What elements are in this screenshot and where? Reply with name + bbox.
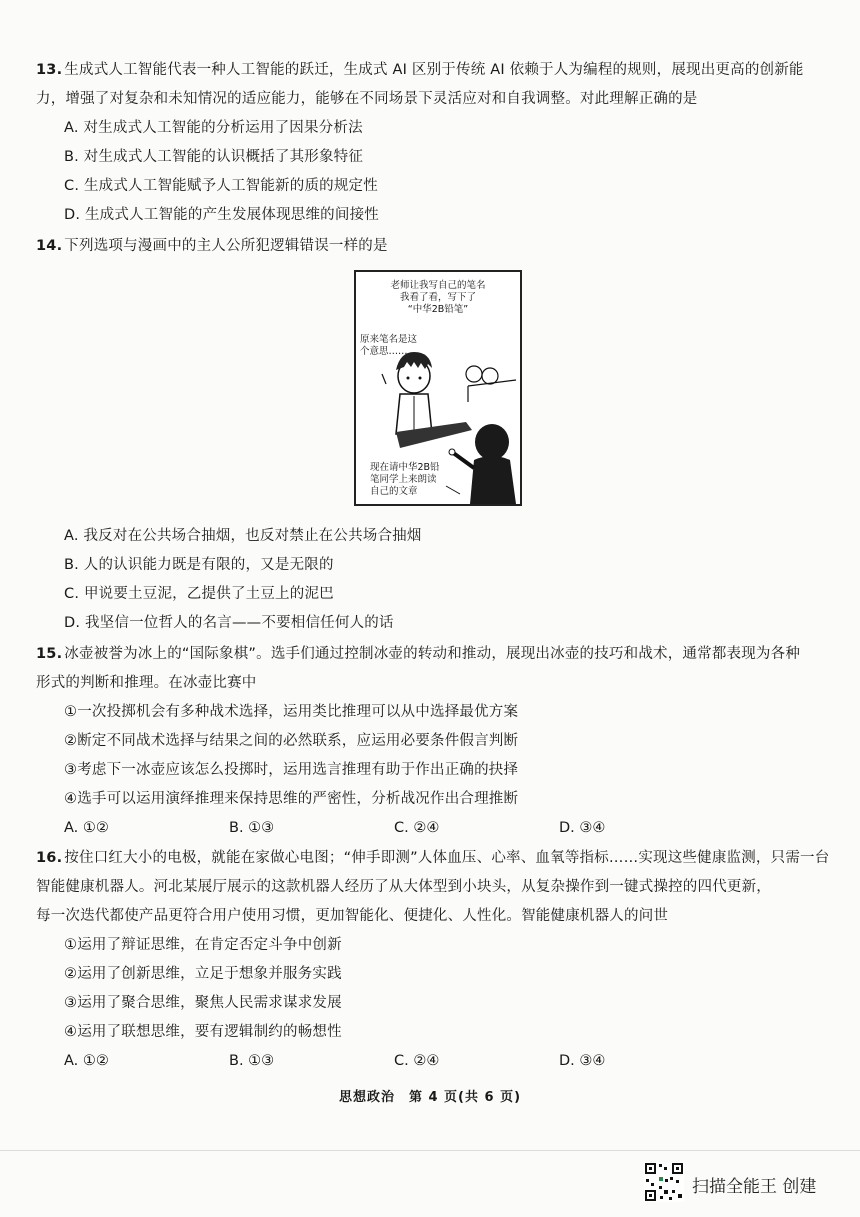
q14-option-a: A. 我反对在公共场合抽烟，也反对禁止在公共场合抽烟	[64, 528, 422, 544]
q15-item-3: ③考虑下一冰壶应该怎么投掷时，运用选言推理有助于作出正确的抉择	[64, 762, 519, 778]
q15-item-4: ④选手可以运用演绎推理来保持思维的严密性，分析战况作出合理推断	[64, 791, 519, 807]
q13-option-d: D. 生成式人工智能的产生发展体现思维的间接性	[64, 207, 379, 223]
q15-choices	[36, 814, 826, 843]
q15-choice-b: B. ①③	[229, 820, 275, 836]
q15-stem-line-1: 15. 冰壶被誉为冰上的“国际象棋”。选手们通过控制冰壶的转动和推动，展现出冰壶的技巧和战术，通常都表现为各种	[36, 646, 801, 662]
q13-option-a: A. 对生成式人工智能的分析运用了因果分析法	[64, 120, 363, 136]
q16-item-3: ③运用了聚合思维，聚焦人民需求谋求发展	[64, 995, 342, 1011]
comic-illustration	[354, 270, 522, 506]
q14-option-c: C. 甲说要土豆泥，乙提供了土豆上的泥巴	[64, 586, 334, 602]
q16-item-2: ②运用了创新思维，立足于想象并服务实践	[64, 966, 342, 982]
q14-option-b: B. 人的认识能力既是有限的，又是无限的	[64, 557, 334, 573]
question-16	[36, 844, 830, 1076]
q13-option-b: B. 对生成式人工智能的认识概括了其形象特征	[64, 149, 364, 165]
scanner-watermark	[644, 1162, 844, 1204]
question-15	[36, 640, 826, 843]
q15-item-2: ②断定不同战术选择与结果之间的必然联系，应运用必要条件假言判断	[64, 733, 519, 749]
q16-stem-line-3: 每一次迭代都使产品更符合用户使用习惯，更加智能化、便捷化、人性化。智能健康机器人的问世	[36, 908, 669, 924]
q16-choice-a: A. ①②	[64, 1053, 109, 1069]
q13-option-c: C. 生成式人工智能赋予人工智能新的质的规定性	[64, 178, 378, 194]
question-14-options	[36, 522, 826, 638]
q15-choice-d: D. ③④	[559, 820, 606, 836]
watermark-text: 扫描全能王 创建	[692, 1177, 817, 1197]
q16-choice-d: D. ③④	[559, 1053, 606, 1069]
q14-stem: 14. 下列选项与漫画中的主人公所犯逻辑错误一样的是	[36, 238, 388, 254]
q13-stem-line-2: 力，增强了对复杂和未知情况的适应能力，能够在不同场景下灵活应对和自我调整。对此理解正确的是	[36, 91, 698, 107]
question-14	[36, 232, 826, 261]
q15-choice-c: C. ②④	[394, 820, 440, 836]
q16-item-1: ①运用了辩证思维，在肯定否定斗争中创新	[64, 937, 342, 953]
comic-caption-top: 老师让我写自己的笔名 我看了看，写下了 “中华2B铅笔”	[390, 280, 486, 315]
q15-stem-line-2: 形式的判断和推理。在冰壶比赛中	[36, 675, 257, 691]
q13-stem-line-1: 13. 生成式人工智能代表一种人工智能的跃迁，生成式 AI 区别于传统 AI 依赖于人为编程的规则，展现出更高的创新能	[36, 62, 804, 78]
qr-code-icon	[644, 1162, 684, 1202]
q16-choice-c: C. ②④	[394, 1053, 440, 1069]
q16-stem-line-2: 智能健康机器人。河北某展厅展示的这款机器人经历了从大体型到小块头，从复杂操作到一键式操控的四代更新，	[36, 879, 771, 895]
q16-item-4: ④运用了联想思维，要有逻辑制约的畅想性	[64, 1024, 342, 1040]
question-13	[36, 56, 826, 230]
page-footer: 思想政治 第 4 页(共 6 页)	[338, 1090, 522, 1105]
q16-choice-b: B. ①③	[229, 1053, 275, 1069]
q15-choice-a: A. ①②	[64, 820, 109, 836]
footer-divider	[0, 1150, 860, 1151]
q14-option-d: D. 我坚信一位哲人的名言——不要相信任何人的话	[64, 615, 394, 631]
q15-item-1: ①一次投掷机会有多种战术选择，运用类比推理可以从中选择最优方案	[64, 704, 519, 720]
comic-caption-bottom: 现在请中华2B铅 笔同学上来朗读 自己的文章	[370, 462, 440, 497]
comic-caption-middle: 原来笔名是这 个意思……	[360, 334, 418, 357]
q16-stem-line-1: 16. 按住口红大小的电极，就能在家做心电图；“伸手即测”人体血压、心率、血氧等指标……实现这些健康监测，只需一台	[36, 850, 830, 866]
q16-choices	[36, 1047, 826, 1076]
